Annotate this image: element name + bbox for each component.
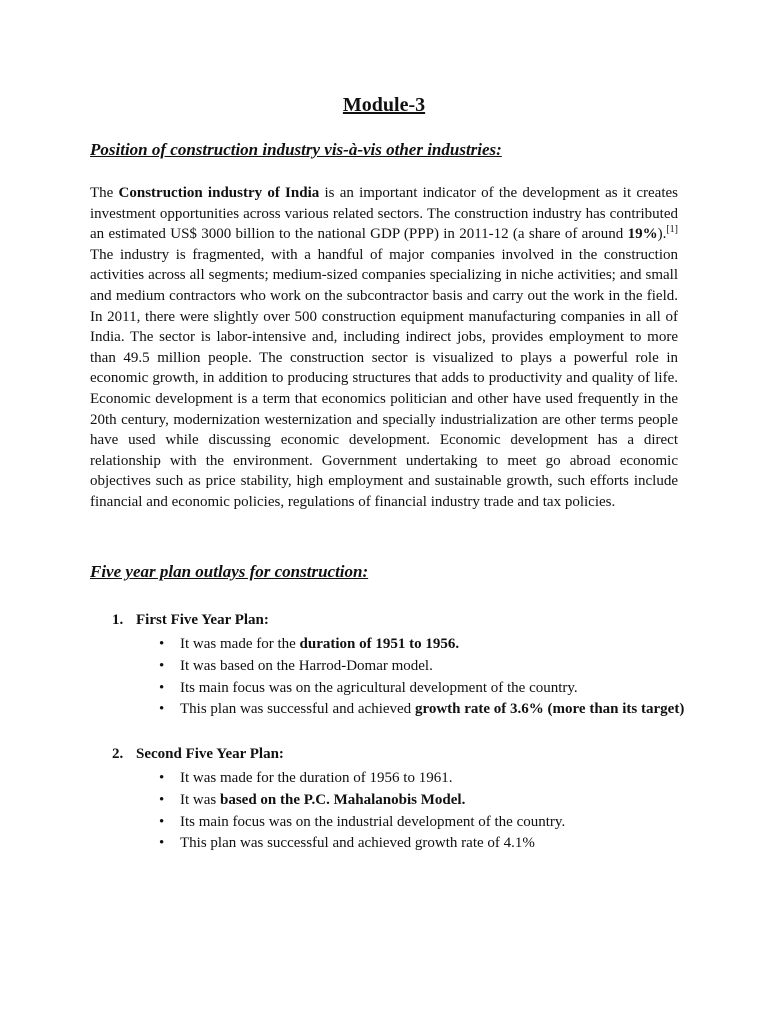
bullet-icon: • — [159, 791, 165, 808]
bullet-bold-text: based on the P.C. Mahalanobis Model. — [220, 791, 466, 808]
bullet-text: This plan was successful and achieved — [180, 701, 415, 718]
bullet-icon: • — [159, 679, 165, 696]
plan-title: First Five Year Plan: — [136, 612, 269, 628]
bullet-bold-text: duration of 1951 to 1956. — [299, 636, 460, 652]
list-item — [112, 656, 692, 678]
plan-item — [112, 612, 692, 721]
bullet-bold-text: growth rate of 3.6% (more than its target) — [414, 701, 685, 718]
bullet-text: Its main focus was on the agricultural development of the country. — [180, 679, 578, 696]
bullet-text: It was made for the — [180, 636, 300, 652]
bullet-icon: • — [159, 701, 165, 718]
para-bold-text: 19% — [627, 226, 658, 243]
bullet-list — [112, 768, 692, 855]
plan-title: Second Five Year Plan: — [136, 746, 284, 762]
plan-number: 1. — [112, 612, 124, 628]
bullet-text: It was — [180, 791, 220, 808]
bullet-icon: • — [159, 770, 165, 786]
list-item — [112, 678, 692, 700]
bullet-icon: • — [159, 636, 165, 652]
bullet-text: It was made for the duration of 1956 to 1961. — [180, 770, 453, 786]
plan-item — [112, 746, 692, 855]
list-item — [112, 812, 692, 834]
plan-heading — [112, 612, 692, 629]
bullet-icon: • — [159, 813, 165, 830]
bullet-list — [112, 634, 692, 721]
plan-number: 2. — [112, 746, 124, 762]
bullet-icon: • — [159, 835, 165, 852]
bullet-text: Its main focus was on the industrial development of the country. — [180, 813, 566, 830]
list-item — [112, 768, 692, 790]
bullet-text: It was based on the Harrod-Domar model. — [180, 657, 433, 674]
section-heading-five-year-plan: Five year plan outlays for construction: — [90, 562, 369, 581]
list-item — [112, 790, 692, 812]
para-bold-text: Construction industry of India — [118, 185, 320, 201]
plan-heading — [112, 746, 692, 763]
list-item — [112, 699, 692, 721]
section-heading-position: Position of construction industry vis-à-vis other industries: — [90, 140, 502, 159]
bullet-text: This plan was successful and achieved growth rate of 4.1% — [180, 835, 535, 852]
bullet-icon: • — [159, 657, 165, 674]
para-text: The industry is fragmented, with a handful of major companies involved in the construction activities across all segments; medium-sized companies specializing in niche activities; and small and medium contractors who work on the subcontractor basis and carry out the work in the field. In 2011, there were slightly over 500 construction equipment manufacturing companies in all of India. The sector is labor-intensive and, including indirect jobs, provides employment to more than 49.5 million people. The construction sector is visualized to plays a powerful role in economic growth, in addition to producing structures that adds to productivity and quality of life. Economic development is a term that economics politician and other have used frequently in the 20th century, modernization westernization and specially industrialization are other terms people have used while discussing economic development. Economic development has a direct relationship with the environment. Government undertaking to meet go abroad economic objectives such as price stability, high employment and sustainable growth, such efforts include financial and economic policies, regulations of financial industry trade and tax policies. — [90, 246, 678, 510]
para-text: The — [90, 185, 119, 201]
page-title: Module-3 — [342, 94, 426, 116]
body-paragraph — [90, 183, 678, 513]
para-text: ). — [657, 226, 667, 243]
list-item — [112, 634, 692, 656]
citation-ref-link[interactable]: [1] — [666, 224, 678, 236]
para-text: is an important indicator of the development as it creates investment opportunities across various related sectors. The construction industry has contributed an estimated US$ 3000 billion to the national GDP (PPP) in 2011-12 (a share of around — [90, 185, 678, 243]
list-item — [112, 833, 692, 855]
